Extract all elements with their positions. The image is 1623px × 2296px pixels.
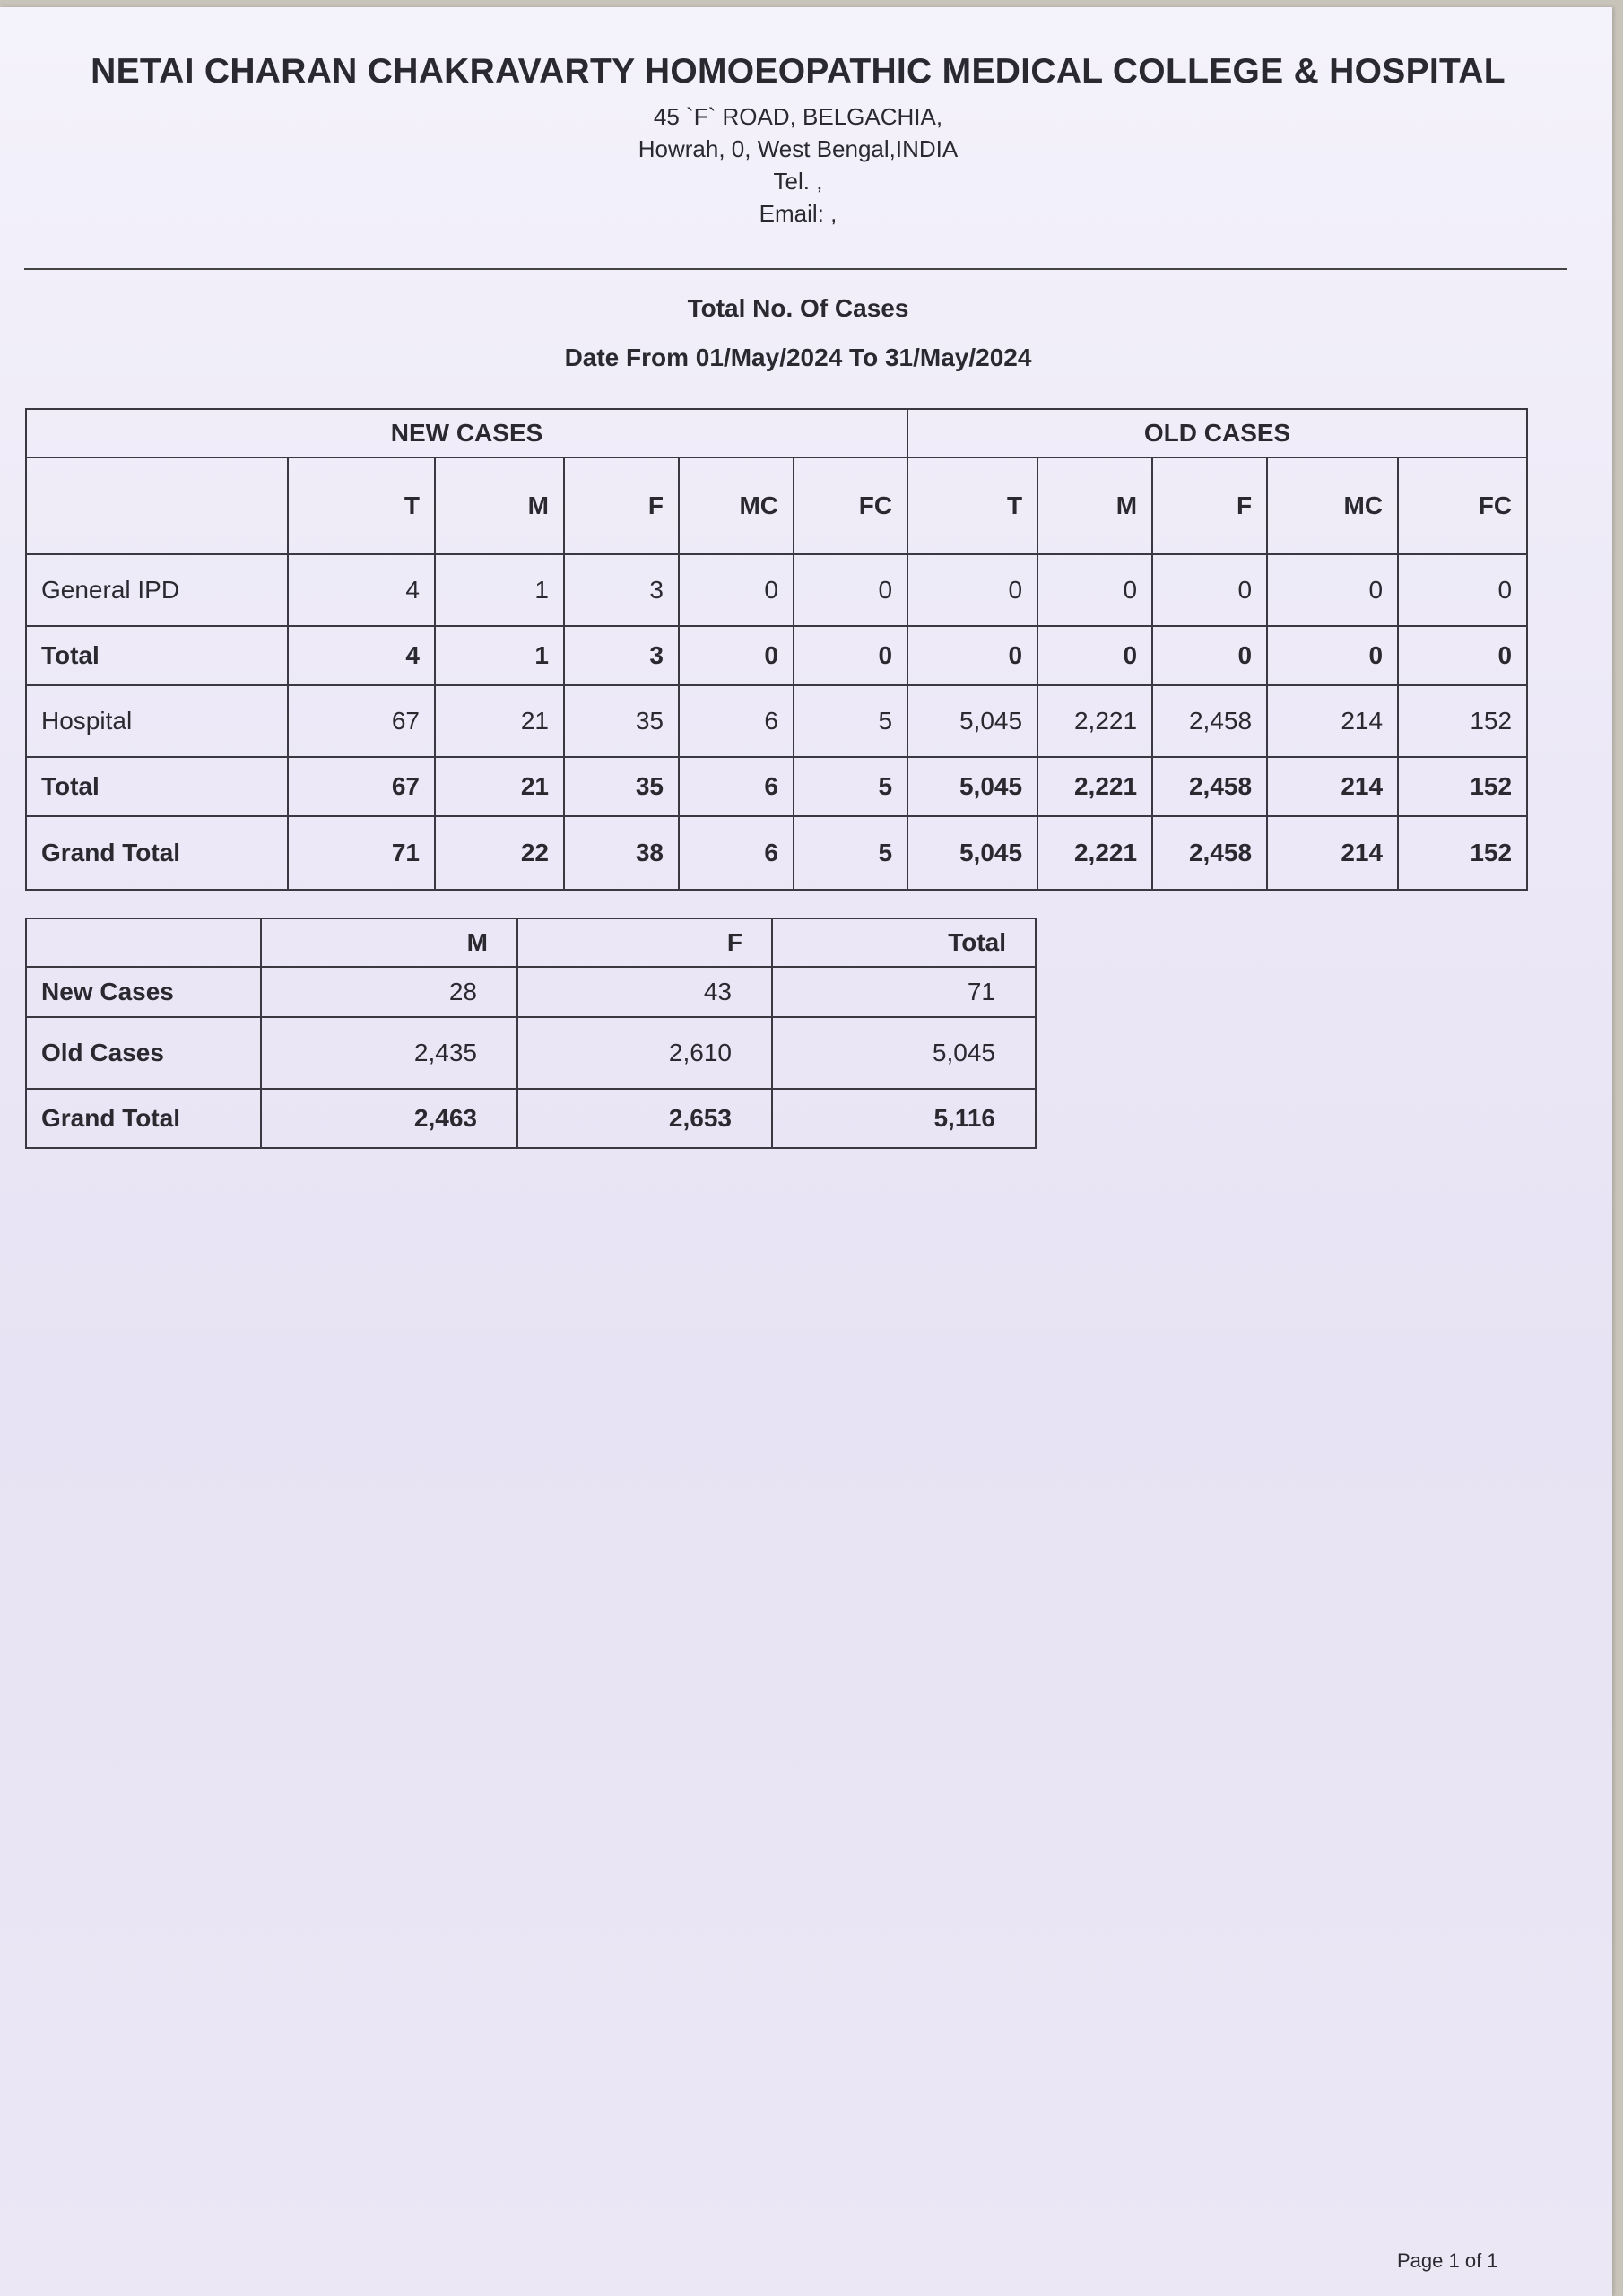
column-header: M — [435, 457, 564, 554]
table-cell: 71 — [288, 816, 435, 890]
column-header: M — [261, 918, 517, 967]
institution-name: NETAI CHARAN CHAKRAVARTY HOMOEOPATHIC MEDICAL COLLEGE & HOSPITAL — [91, 52, 1506, 91]
row-label: Old Cases — [26, 1017, 261, 1089]
table-cell: 0 — [907, 626, 1037, 685]
old-cases-header: OLD CASES — [907, 409, 1527, 457]
table-cell: 214 — [1267, 685, 1398, 757]
table-cell: 0 — [1267, 626, 1398, 685]
table-cell: 6 — [679, 816, 794, 890]
table-cell: 38 — [564, 816, 679, 890]
row-label-header — [26, 457, 288, 554]
table-cell: 2,458 — [1152, 685, 1267, 757]
column-header: MC — [1267, 457, 1398, 554]
column-header: T — [288, 457, 435, 554]
table-cell: 0 — [679, 626, 794, 685]
table-cell: 214 — [1267, 816, 1398, 890]
table-cell: 0 — [1037, 554, 1152, 626]
table-cell: 2,221 — [1037, 685, 1152, 757]
column-header: MC — [679, 457, 794, 554]
table-row — [26, 554, 1527, 626]
table-cell: 67 — [288, 757, 435, 816]
table-cell: 3 — [564, 626, 679, 685]
table-cell: 28 — [261, 967, 517, 1017]
email: Email: , — [759, 200, 838, 227]
table-cell: 5 — [794, 685, 907, 757]
table-cell: 214 — [1267, 757, 1398, 816]
table-row — [26, 685, 1527, 757]
table-cell: 2,458 — [1152, 816, 1267, 890]
table-cell: 3 — [564, 554, 679, 626]
column-header: Total — [772, 918, 1036, 967]
column-header: F — [517, 918, 772, 967]
column-header: M — [1037, 457, 1152, 554]
address-line-1: 45 `F` ROAD, BELGACHIA, — [653, 103, 943, 130]
table-cell: 0 — [1152, 554, 1267, 626]
address-line-2: Howrah, 0, West Bengal,INDIA — [638, 135, 959, 162]
table-row — [26, 626, 1527, 685]
column-header: F — [564, 457, 679, 554]
table-cell: 0 — [794, 554, 907, 626]
table-cell: 5,116 — [772, 1089, 1036, 1148]
table-cell: 67 — [288, 685, 435, 757]
summary-table — [25, 918, 1037, 1149]
column-header: T — [907, 457, 1037, 554]
table-cell: 5 — [794, 757, 907, 816]
table-cell: 152 — [1398, 816, 1527, 890]
table-cell: 5,045 — [907, 685, 1037, 757]
row-label: New Cases — [26, 967, 261, 1017]
table-row — [26, 1089, 1036, 1148]
table-cell: 0 — [1267, 554, 1398, 626]
header-divider — [24, 268, 1567, 270]
table-cell: 152 — [1398, 685, 1527, 757]
table-cell: 35 — [564, 685, 679, 757]
table-cell: 0 — [1152, 626, 1267, 685]
row-label: General IPD — [26, 554, 288, 626]
table-cell: 5 — [794, 816, 907, 890]
column-header: FC — [1398, 457, 1527, 554]
table-cell: 0 — [794, 626, 907, 685]
report-date-range: Date From 01/May/2024 To 31/May/2024 — [564, 344, 1032, 371]
new-cases-header: NEW CASES — [26, 409, 907, 457]
table-cell: 21 — [435, 685, 564, 757]
row-label: Hospital — [26, 685, 288, 757]
table-cell: 21 — [435, 757, 564, 816]
table-cell: 5,045 — [772, 1017, 1036, 1089]
table-row — [26, 1017, 1036, 1089]
table-cell: 35 — [564, 757, 679, 816]
table-cell: 1 — [435, 626, 564, 685]
table-cell: 71 — [772, 967, 1036, 1017]
table-cell: 0 — [907, 554, 1037, 626]
table-cell: 2,610 — [517, 1017, 772, 1089]
table-cell: 2,221 — [1037, 816, 1152, 890]
row-label: Grand Total — [26, 816, 288, 890]
table-cell: 2,221 — [1037, 757, 1152, 816]
table-cell: 4 — [288, 626, 435, 685]
table-row — [26, 967, 1036, 1017]
table-cell: 5,045 — [907, 816, 1037, 890]
table-cell: 6 — [679, 685, 794, 757]
table-row — [26, 816, 1527, 890]
table-cell: 2,435 — [261, 1017, 517, 1089]
table-cell: 0 — [1398, 626, 1527, 685]
table-cell: 152 — [1398, 757, 1527, 816]
row-label: Total — [26, 626, 288, 685]
row-label: Grand Total — [26, 1089, 261, 1148]
column-header: FC — [794, 457, 907, 554]
table-cell: 0 — [679, 554, 794, 626]
table-cell: 4 — [288, 554, 435, 626]
telephone: Tel. , — [773, 168, 823, 195]
table-cell: 22 — [435, 816, 564, 890]
row-label: Total — [26, 757, 288, 816]
table-cell: 1 — [435, 554, 564, 626]
table-cell: 2,653 — [517, 1089, 772, 1148]
column-header: F — [1152, 457, 1267, 554]
table-cell: 2,458 — [1152, 757, 1267, 816]
table-cell: 2,463 — [261, 1089, 517, 1148]
table-cell: 0 — [1398, 554, 1527, 626]
row-label-header — [26, 918, 261, 967]
table-cell: 5,045 — [907, 757, 1037, 816]
cases-table — [25, 408, 1528, 891]
page-number: Page 1 of 1 — [1397, 2249, 1498, 2272]
table-cell: 0 — [1037, 626, 1152, 685]
report-title: Total No. Of Cases — [687, 294, 909, 322]
table-cell: 6 — [679, 757, 794, 816]
table-cell: 43 — [517, 967, 772, 1017]
report-page — [0, 7, 1612, 2296]
table-row — [26, 757, 1527, 816]
